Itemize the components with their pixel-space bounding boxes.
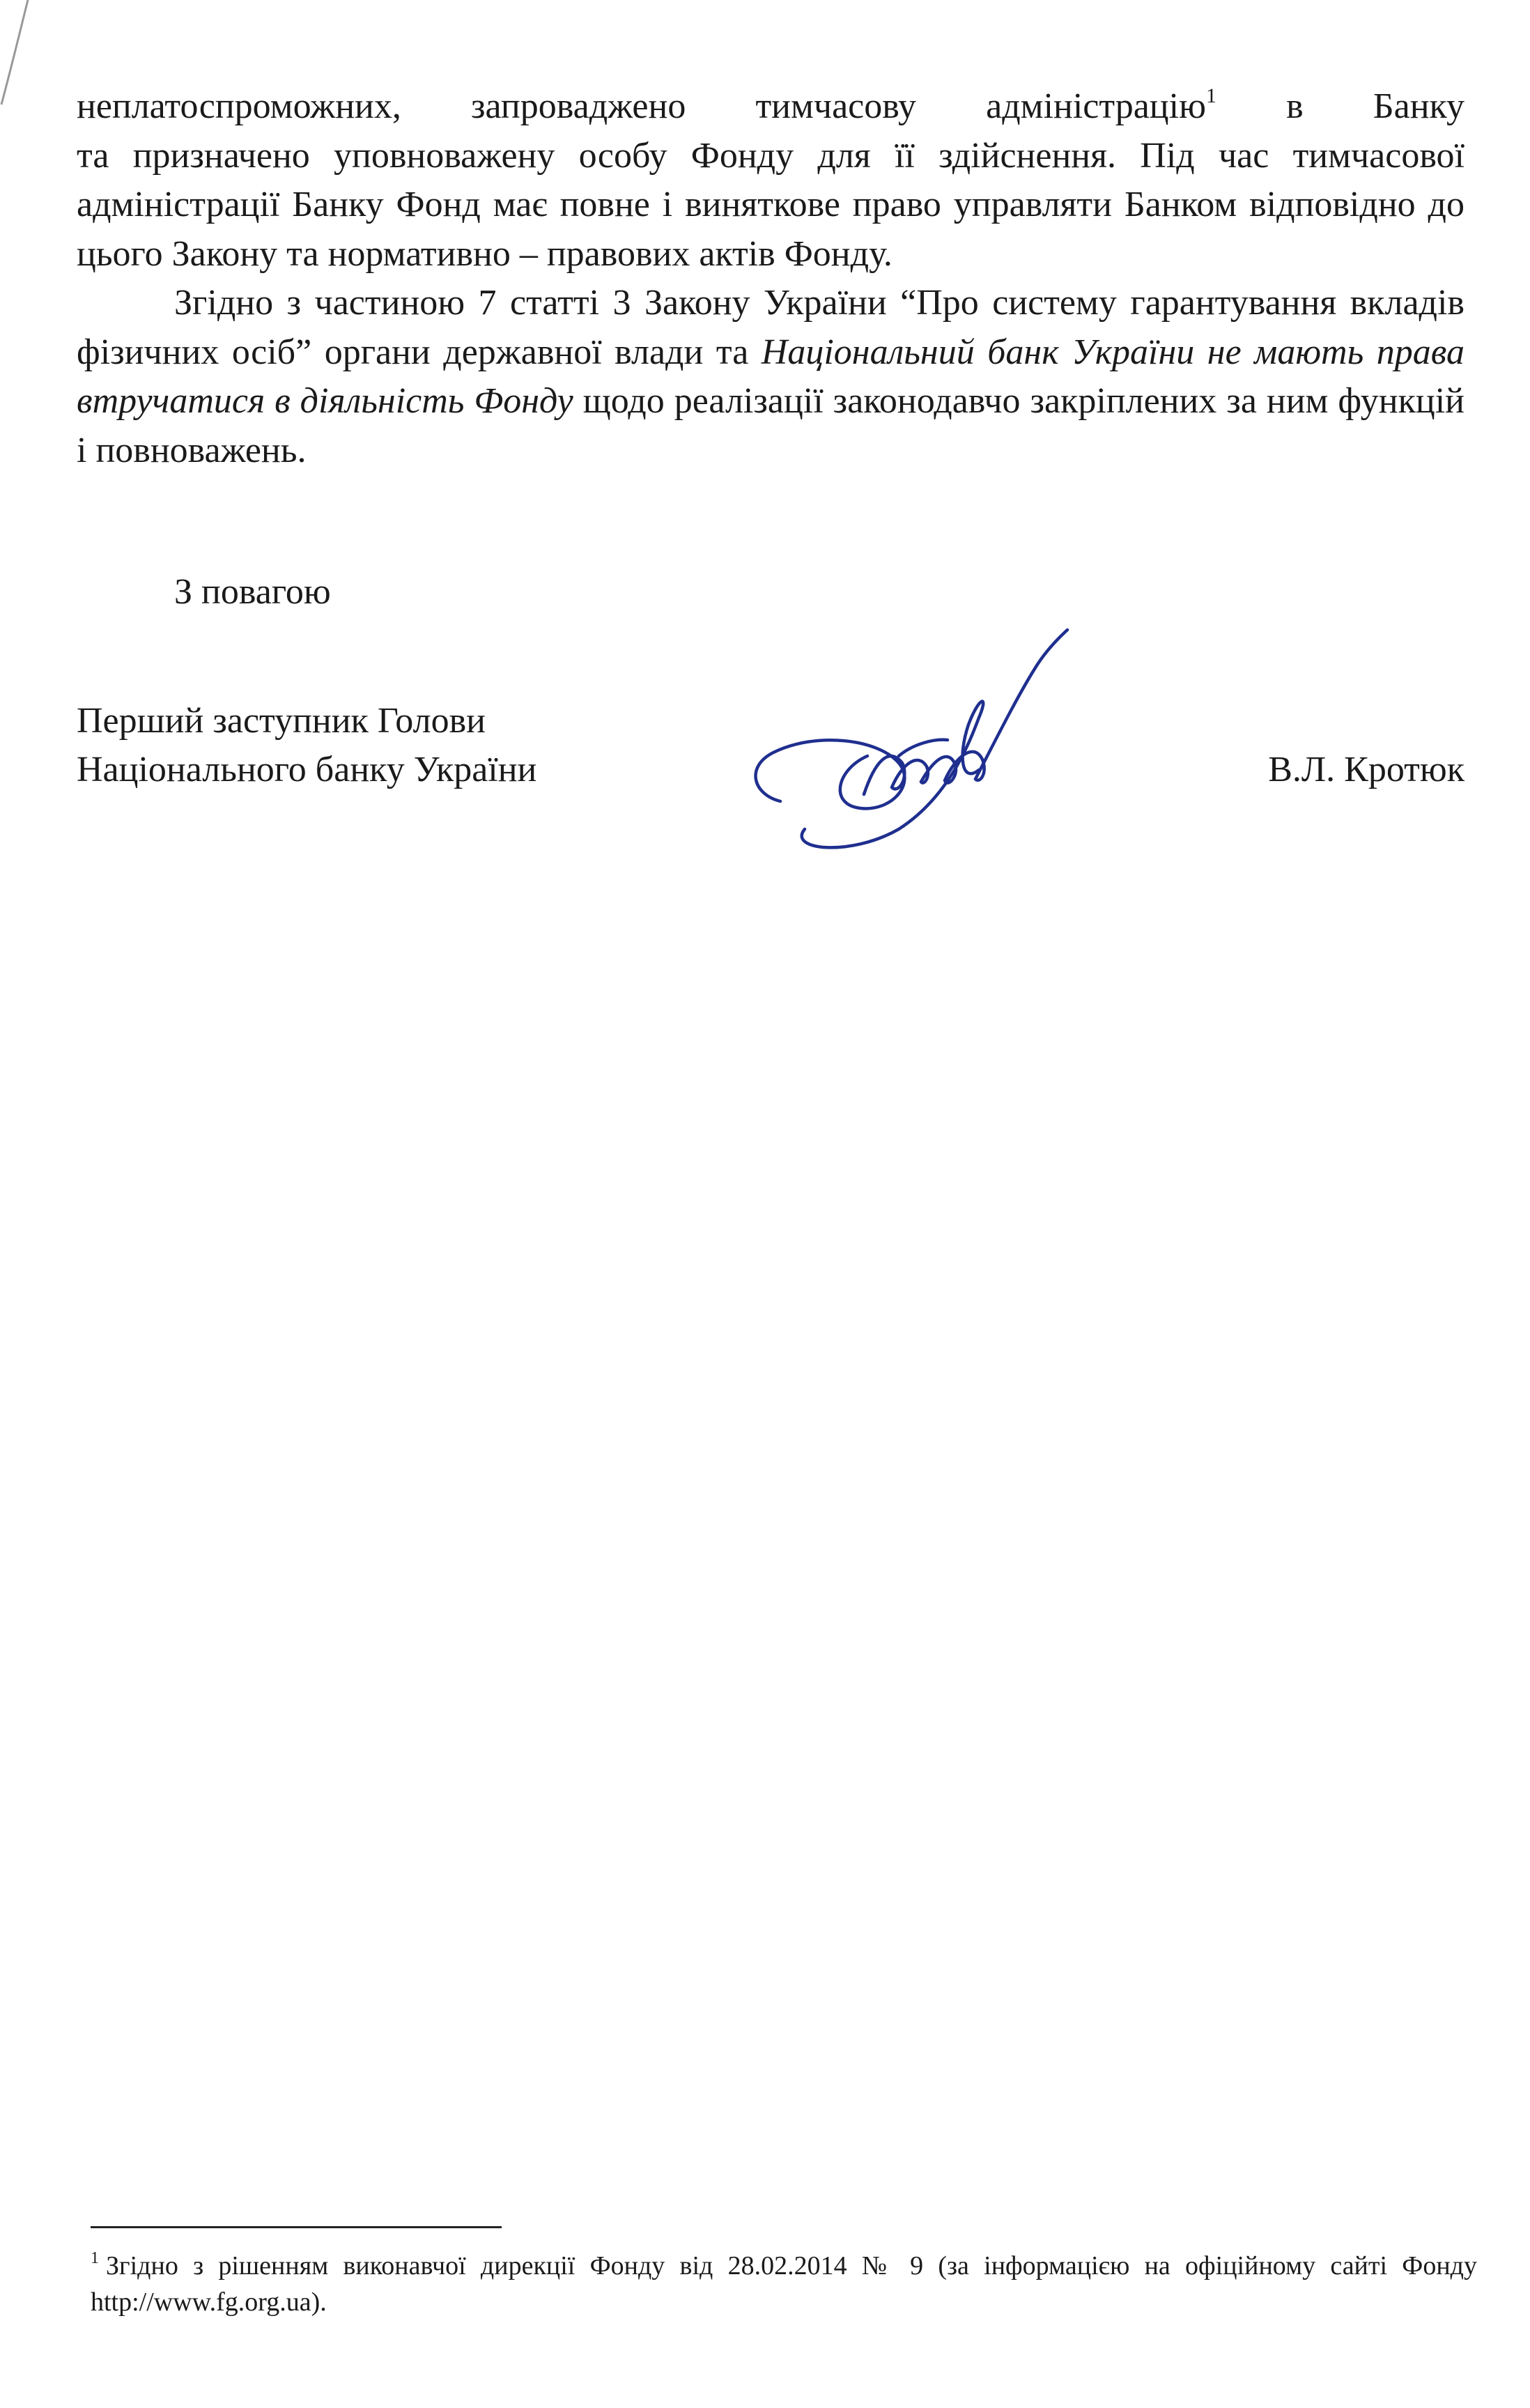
- footnote-reference: 1: [1205, 84, 1216, 107]
- closing-salutation: З повагою: [174, 572, 331, 612]
- paragraph-1-rest: та призначено уповноважену особу Фонду для її здійснення. Під час тимчасової адміністрації Банку Фонд має повне і виняткове право управляти Банком відповідно до цього Закону та нормативно – правових актів Фонду.: [77, 135, 1465, 274]
- footnote-separator: [91, 2226, 502, 2228]
- body-word: неплатоспроможних,: [77, 86, 401, 126]
- scan-edge-mark: [0, 0, 42, 111]
- signatory-title-line-2: Національного банку України: [77, 750, 537, 789]
- body-word: запроваджено: [471, 86, 686, 126]
- body-word-text: адміністрацію: [986, 86, 1206, 126]
- footnote-mark: 1: [91, 2249, 99, 2267]
- paragraph-2: [77, 279, 1465, 475]
- signatory-title: [77, 697, 536, 794]
- signature-strokes: [756, 630, 1067, 847]
- paragraph-1-first-line: [77, 82, 1465, 132]
- signatory-name: В.Л. Кротюк: [1268, 750, 1465, 789]
- paragraph-2-emphasis: Національний банк України не мають права втручатися в діяльність Фонду: [77, 332, 1465, 421]
- body-word: Банку: [1373, 86, 1465, 126]
- handwritten-signature: [739, 620, 1073, 871]
- paragraph-2-start: Згідно з частиною 7 статті 3 Закону України “Про систему гарантування вкладів фізичних осіб” органи державної влади та: [77, 283, 1465, 372]
- signatory-title-line-1: Перший заступник Голови: [77, 701, 486, 741]
- body-word: [986, 86, 1216, 126]
- footnote-text: Згідно з рішенням виконавчої дирекції Фонду від 28.02.2014 № 9 (за інформацією на офіційному сайті Фонду http://www.fg.org.ua).: [91, 2251, 1477, 2317]
- body-word: в: [1286, 86, 1304, 126]
- footnote: [91, 2248, 1477, 2320]
- paragraph-2-end: щодо реалізації законодавчо закріплених за ним функцій і повноважень.: [77, 381, 1465, 470]
- letter-body: [77, 82, 1465, 475]
- body-word: тимчасову: [755, 86, 916, 126]
